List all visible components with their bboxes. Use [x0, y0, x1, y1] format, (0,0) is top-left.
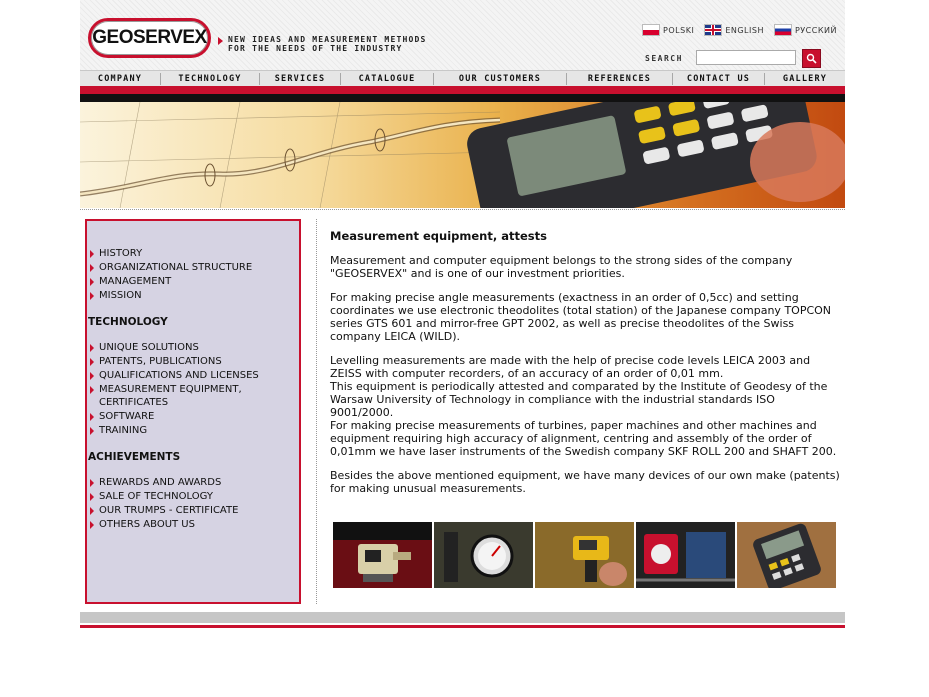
- banner-image: [80, 102, 845, 208]
- sidebar-item-patents[interactable]: PATENTS, PUBLICATIONS: [99, 356, 222, 367]
- lang-label: POLSKI: [663, 25, 695, 35]
- dial-gauge-photo[interactable]: [434, 522, 533, 588]
- nav-technology[interactable]: TECHNOLOGY: [178, 74, 242, 84]
- tagline-line-2: FOR THE NEEDS OF THE INDUSTRY: [228, 44, 403, 53]
- nav-our-customers[interactable]: OUR CUSTOMERS: [458, 74, 542, 84]
- content-paragraph: Besides the above mentioned equipment, we have many devices of our own make (patents) for making unusual measurements.: [330, 469, 840, 495]
- content-paragraph: This equipment is periodically attested and comparated by the Institute of Geodesy of the Warsaw University of Technology in compliance with the industrial standards ISO 9001/2000.: [330, 380, 828, 419]
- sidebar-item-measurement-equipment[interactable]: MEASUREMENT EQUIPMENT,: [99, 384, 242, 395]
- header: [80, 0, 845, 70]
- search-label: SEARCH: [645, 54, 683, 63]
- header-black-bar: [80, 94, 845, 102]
- search-icon: [806, 53, 817, 64]
- content-paragraph: Levelling measurements are made with the help of precise code levels LEICA 2003 and ZEISS with computer recorders, of an accuracy of an order of 0,01 mm.: [330, 354, 811, 380]
- banner-divider: [80, 209, 845, 213]
- sidebar-item-mission[interactable]: MISSION: [99, 290, 142, 301]
- alignment-tool-photo[interactable]: [636, 522, 735, 588]
- tagline-arrow-icon: [218, 37, 223, 45]
- search-button[interactable]: [802, 49, 821, 68]
- page: [80, 0, 845, 697]
- sidebar-heading-achievements: ACHIEVEMENTS: [88, 451, 181, 463]
- logo[interactable]: [88, 18, 211, 58]
- equipment-gallery: [333, 522, 836, 588]
- main-content: [330, 230, 840, 506]
- logo-text: GEOSERVEX: [92, 27, 207, 48]
- nav-company[interactable]: COMPANY: [97, 74, 143, 84]
- language-switcher: [642, 24, 837, 36]
- sidebar-item-sale-of-technology[interactable]: SALE OF TECHNOLOGY: [99, 491, 213, 502]
- sidebar-item-our-trumps[interactable]: OUR TRUMPS - CERTIFICATE: [99, 505, 239, 516]
- laser-meter-photo[interactable]: [535, 522, 634, 588]
- main-nav: [80, 70, 845, 87]
- nav-references[interactable]: REFERENCES: [587, 74, 652, 84]
- footer-gray-bar: [80, 612, 845, 623]
- lang-russian[interactable]: [774, 24, 837, 36]
- polish-flag-icon: [642, 24, 660, 36]
- tagline-line-1: NEW IDEAS AND MEASUREMENT METHODS: [228, 35, 427, 44]
- uk-flag-icon: [704, 24, 722, 36]
- nav-services[interactable]: SERVICES: [274, 74, 326, 84]
- sidebar-heading-technology: TECHNOLOGY: [88, 316, 168, 328]
- search-input[interactable]: [696, 50, 796, 65]
- lang-english[interactable]: [704, 24, 764, 36]
- russian-flag-icon: [774, 24, 792, 36]
- sidebar-item-history[interactable]: HISTORY: [99, 248, 143, 259]
- sidebar-item-qualifications[interactable]: QUALIFICATIONS AND LICENSES: [99, 370, 259, 381]
- sidebar-item-unique-solutions[interactable]: UNIQUE SOLUTIONS: [99, 342, 199, 353]
- banner-illustration: [80, 102, 845, 208]
- sidebar-item-rewards[interactable]: REWARDS AND AWARDS: [99, 477, 222, 488]
- sidebar-item-certificates-continuation[interactable]: CERTIFICATES: [99, 397, 169, 408]
- nav-contact-us[interactable]: CONTACT US: [686, 74, 751, 84]
- footer-red-bar: [80, 625, 845, 628]
- content-paragraph: Measurement and computer equipment belongs to the strong sides of the company "GEOSERVEX" and is one of our investment priorities.: [330, 254, 793, 280]
- lang-polski[interactable]: [642, 24, 694, 36]
- column-divider: [316, 219, 317, 604]
- content-paragraph: For making precise measurements of turbines, paper machines and other machines and equipment requiring high accuracy of alignment, centring and assembly of the order of 0,01mm we have laser instruments of the Swedish company SKF ROLL 200 and SHAFT 200.: [330, 419, 837, 458]
- lang-label: РУССКИЙ: [794, 25, 837, 35]
- sidebar-item-software[interactable]: SOFTWARE: [99, 411, 155, 422]
- content-paragraph: For making precise angle measurements (exactness in an order of 0,5cc) and setting coordinates we use electronic theodolites (total station) of the Japanese company TOPCON series GTS 601 and mirror-free GPT 2002, as well as precise theodolites of the Swiss company LEICA (WILD).: [330, 291, 832, 343]
- nav-gallery[interactable]: GALLERY: [782, 74, 828, 84]
- sidebar-item-others-about-us[interactable]: OTHERS ABOUT US: [99, 519, 195, 530]
- data-recorder-photo[interactable]: [737, 522, 836, 588]
- sidebar-item-management[interactable]: MANAGEMENT: [99, 276, 172, 287]
- sidebar: [85, 219, 301, 604]
- header-red-bar: [80, 86, 845, 94]
- sidebar-item-organizational-structure[interactable]: ORGANIZATIONAL STRUCTURE: [99, 262, 253, 273]
- sidebar-item-training[interactable]: TRAINING: [99, 425, 148, 436]
- nav-catalogue[interactable]: CATALOGUE: [358, 74, 416, 84]
- theodolite-photo[interactable]: [333, 522, 432, 588]
- page-title: Measurement equipment, attests: [330, 229, 547, 243]
- lang-label: ENGLISH: [725, 25, 764, 35]
